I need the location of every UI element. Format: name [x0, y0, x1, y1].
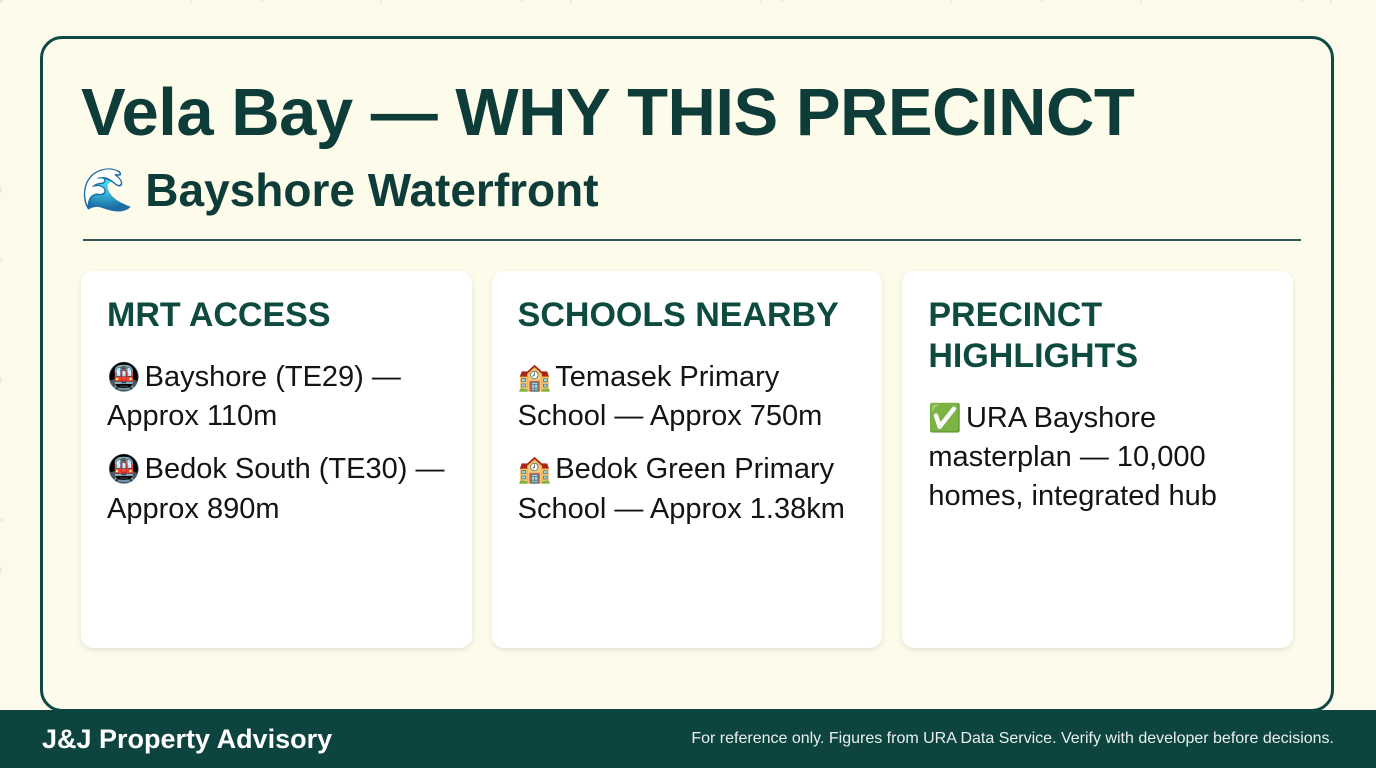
list-item-text: Bedok South (TE30) — Approx 890m	[107, 453, 445, 525]
check-mark-icon: ✅	[928, 402, 962, 433]
wave-icon: 🌊	[81, 166, 134, 214]
card-mrt-access	[81, 271, 472, 648]
page-subtitle	[81, 163, 1293, 217]
list-item-text: Bedok Green Primary School — Approx 1.38km	[517, 453, 845, 525]
page-subtitle-text: Bayshore Waterfront	[145, 164, 599, 217]
list-item	[107, 358, 446, 436]
list-item	[518, 358, 857, 436]
card-heading: MRT ACCESS	[107, 296, 331, 335]
page-title: Vela Bay — WHY THIS PRECINCT	[81, 75, 1135, 150]
list-item-text: Temasek Primary School — Approx 750m	[517, 361, 823, 433]
footer-brand: J&J Property Advisory	[42, 723, 333, 754]
list-item	[928, 399, 1267, 516]
list-item	[107, 450, 446, 528]
card-heading: SCHOOLS NEARBY	[517, 296, 839, 335]
card-schools-nearby	[492, 271, 883, 648]
list-item-text: Bayshore (TE29) — Approx 110m	[107, 361, 401, 433]
columns-container	[81, 271, 1293, 648]
content-frame	[40, 36, 1334, 712]
card-heading: PRECINCT HIGHLIGHTS	[928, 296, 1139, 376]
card-precinct-highlights	[902, 271, 1293, 648]
list-item-text: URA Bayshore masterplan — 10,000 homes, integrated hub	[928, 401, 1217, 513]
footer-bar	[0, 710, 1376, 768]
footer-disclaimer: For reference only. Figures from URA Data Service. Verify with developer before decisions.	[691, 730, 1334, 747]
school-icon: 🏫	[517, 454, 552, 485]
metro-icon: 🚇	[107, 362, 141, 393]
header-divider	[83, 239, 1301, 241]
metro-icon: 🚇	[107, 454, 141, 485]
list-item	[518, 450, 857, 528]
school-icon: 🏫	[517, 362, 552, 393]
